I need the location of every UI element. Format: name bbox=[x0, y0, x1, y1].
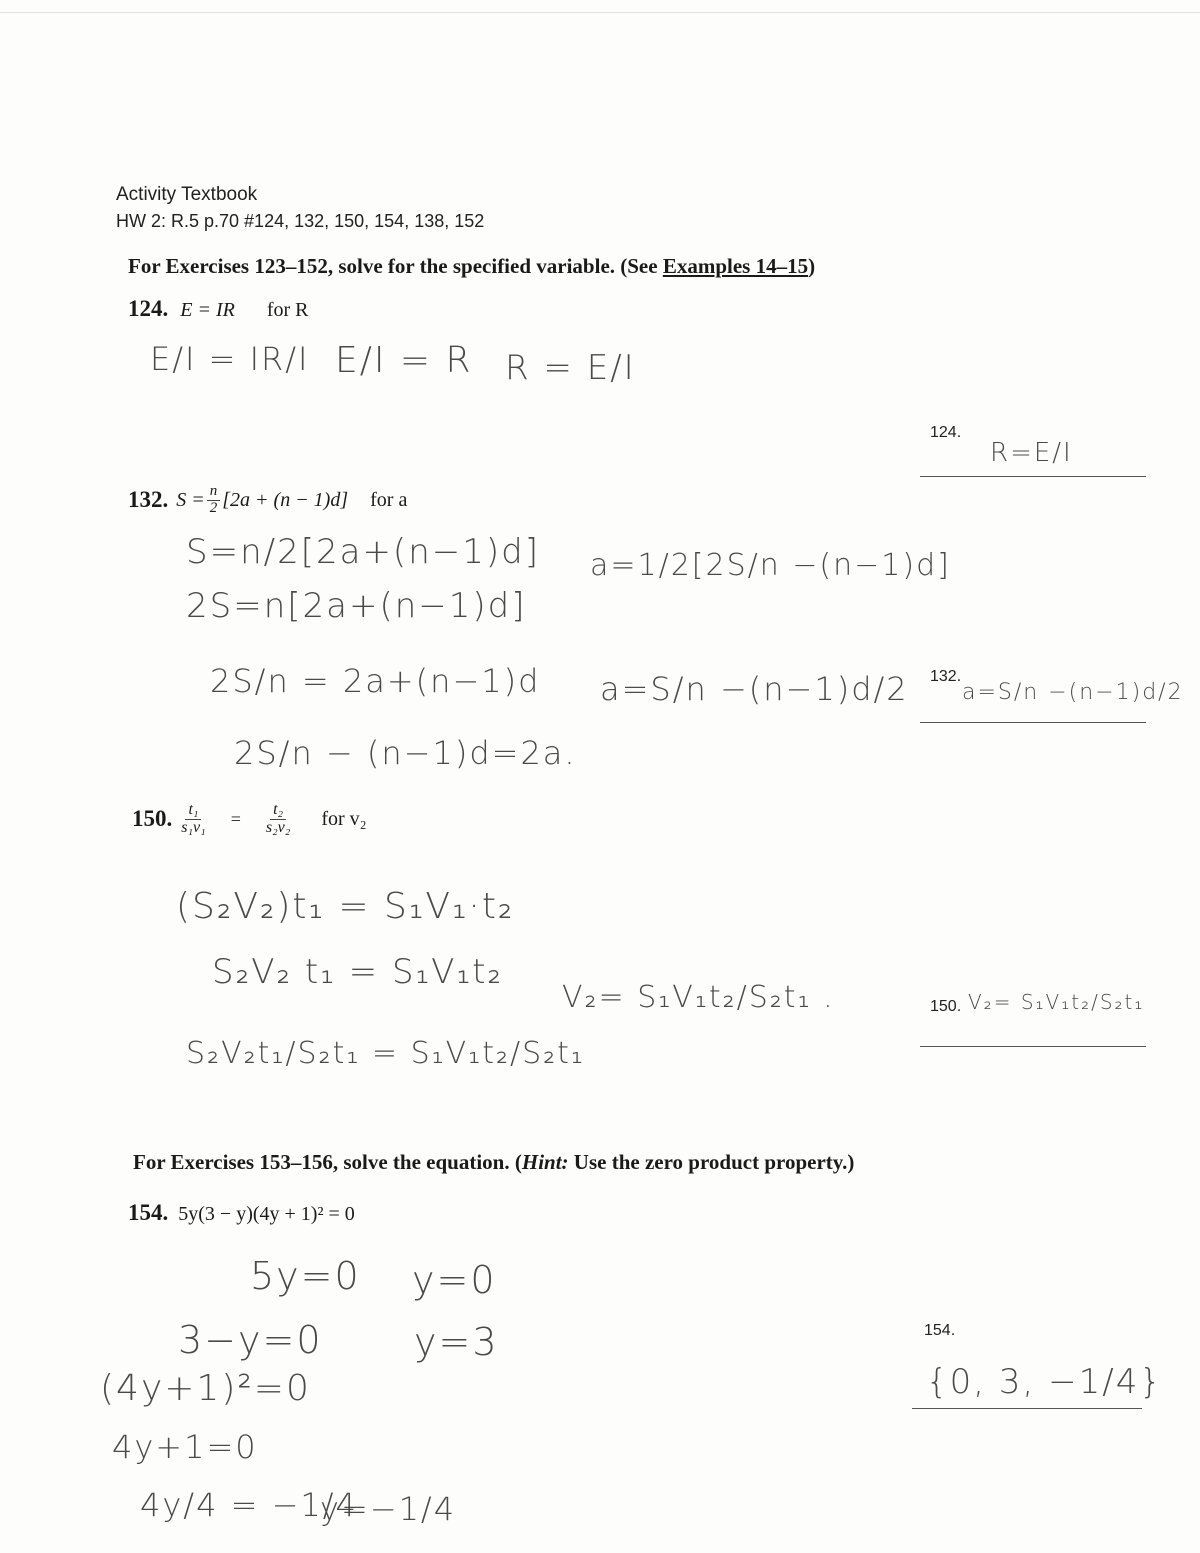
answer-label: 150. bbox=[930, 998, 962, 1015]
equation-rhs: [2a + (n − 1)d] bbox=[222, 488, 349, 511]
answer-value: {0, 3, −1/4} bbox=[926, 1362, 1163, 1402]
work-line: 2S/n − (n−1)d=2a. bbox=[234, 734, 577, 772]
problem-number: 150. bbox=[132, 806, 173, 832]
answer-value: V₂= S₁V₁t₂/S₂t₁ bbox=[968, 990, 1145, 1014]
answer-line bbox=[920, 1046, 1146, 1047]
answer-label: 132. bbox=[930, 668, 962, 685]
work-line: (S₂V₂)t₁ = S₁V₁·t₂ bbox=[176, 886, 515, 927]
work-line: 4y/4 = −1/4 bbox=[140, 1486, 358, 1524]
answer-line bbox=[920, 722, 1146, 723]
answer-value: a=S/n −(n−1)d/2 bbox=[962, 680, 1184, 705]
answer-line bbox=[912, 1408, 1142, 1409]
work-line: 2S/n = 2a+(n−1)d bbox=[210, 662, 541, 700]
problem-132 bbox=[128, 484, 407, 517]
scan-edge-line bbox=[0, 12, 1200, 13]
problem-124 bbox=[128, 296, 309, 322]
equation-fraction: $\frac{n}{2}$ bbox=[207, 484, 221, 517]
problem-number: 132. bbox=[128, 487, 169, 513]
section1-instructions: For Exercises 123–152, solve for the specified variable. (See Examples 14–15) bbox=[128, 254, 816, 278]
work-line: y=0 bbox=[412, 1258, 497, 1302]
problem-154 bbox=[128, 1200, 355, 1226]
work-line: a=S/n −(n−1)d/2 bbox=[600, 670, 909, 708]
work-line: S₂V₂ t₁ = S₁V₁t₂ bbox=[212, 952, 504, 992]
answer-label: 124. bbox=[930, 424, 962, 441]
work-line: y=3 bbox=[414, 1320, 499, 1364]
work-line: E/I = R bbox=[335, 340, 473, 381]
work-line: S₂V₂t₁/S₂t₁ = S₁V₁t₂/S₂t₁ bbox=[186, 1036, 585, 1071]
work-line: R = E/I bbox=[505, 348, 636, 388]
equation-equals: = bbox=[230, 808, 241, 829]
problem-target: for R bbox=[266, 299, 309, 321]
work-line: a=1/2[2S/n −(n−1)d] bbox=[590, 548, 951, 583]
work-line: 4y+1=0 bbox=[112, 1428, 258, 1466]
work-line: 3−y=0 bbox=[178, 1318, 323, 1362]
problem-target: for a bbox=[370, 488, 408, 511]
examples-link[interactable]: Examples 14–15 bbox=[662, 254, 809, 278]
answer-value: R=E/I bbox=[990, 438, 1073, 468]
problem-equation: E = IR bbox=[180, 299, 235, 321]
work-line: (4y+1)²=0 bbox=[100, 1368, 311, 1409]
answer-label: 154. bbox=[924, 1322, 956, 1339]
equation-lhs: S = bbox=[176, 488, 205, 511]
work-line: S=n/2[2a+(n−1)d] bbox=[186, 532, 540, 572]
section2-instructions: For Exercises 153–156, solve the equation. (Hint: Use the zero product property.) bbox=[133, 1150, 855, 1174]
answer-line bbox=[920, 476, 1146, 477]
problem-150 bbox=[132, 802, 367, 837]
course-title: Activity Textbook bbox=[116, 184, 258, 205]
assignment-line: HW 2: R.5 p.70 #124, 132, 150, 154, 138, 152 bbox=[116, 211, 485, 231]
problem-equation: 5y(3 − y)(4y + 1)² = 0 bbox=[178, 1203, 355, 1225]
problem-number: 154. bbox=[128, 1200, 169, 1225]
work-line: 2S=n[2a+(n−1)d] bbox=[186, 586, 527, 626]
work-line: V₂= S₁V₁t₂/S₂t₁ . bbox=[562, 980, 835, 1015]
work-line: E/I = IR/I bbox=[150, 340, 310, 378]
problem-number: 124. bbox=[128, 296, 169, 321]
problem-target: for v₂ bbox=[321, 807, 367, 830]
work-line: 5y=0 bbox=[250, 1254, 361, 1298]
work-line: y=−1/4 bbox=[320, 1490, 457, 1528]
equation-fraction-right: $\frac{\text{t₂}}{\text{s₂v₂}}$ bbox=[265, 801, 291, 836]
equation-fraction-left: $\frac{\text{t₁}}{\text{s₁v₁}}$ bbox=[181, 801, 206, 836]
